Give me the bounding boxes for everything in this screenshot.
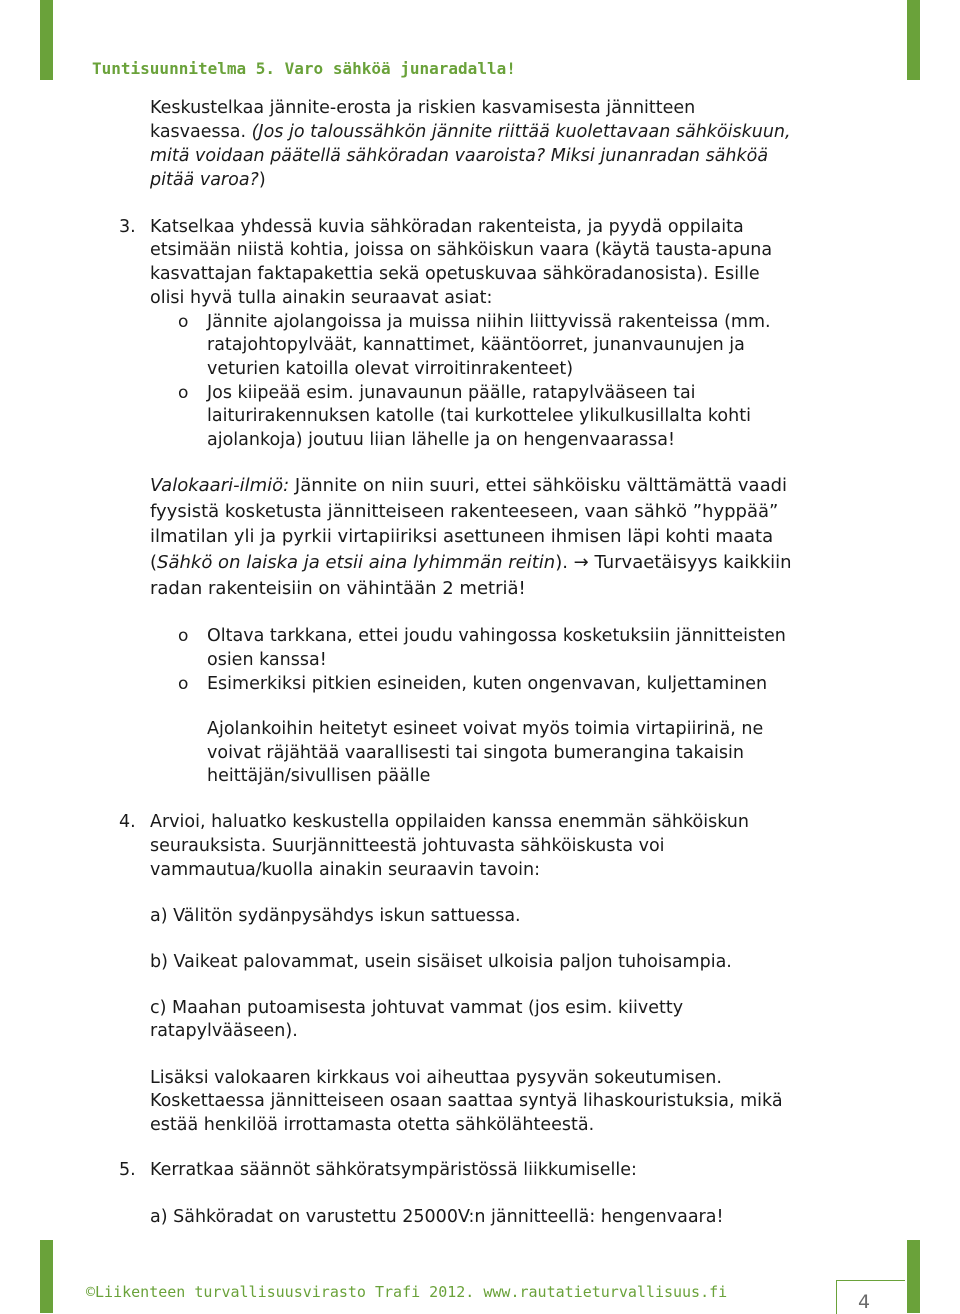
item-4-c-line-2: ratapylvääseen).: [150, 1021, 298, 1041]
item-4-number: 4.: [119, 812, 136, 832]
item-4-line-1: Arvioi, haluatko keskustella oppilaiden kanssa enemmän sähköiskun: [150, 812, 749, 832]
intro-line-2: [150, 120, 791, 144]
item-4-extra-line-3: estää henkilöä irrottamasta otetta sähkölähteestä.: [150, 1115, 595, 1135]
throw-note-line-2: voivat räjähtää vaarallisesti tai singota bumerangina takaisin: [207, 743, 744, 763]
item-3-line-4: olisi hyvä tulla ainakin seuraavat asiat:: [150, 288, 493, 308]
item-4-a: a) Välitön sydänpysähdys iskun sattuessa.: [150, 906, 521, 926]
item-3-line-2: etsimään niistä kohtia, joissa on sähköiskun vaara (käytä tausta-apuna: [150, 240, 773, 260]
item-3-line-3: kasvattajan faktapakettia sekä opetuskuvaa sähköradanosista). Esille: [150, 264, 760, 284]
arc-line-4: [150, 551, 792, 575]
arc-bullet-1-line-1: Oltava tarkkana, ettei joudu vahingossa kosketuksiin jännitteisten: [207, 626, 786, 646]
item-5-line: Kerratkaa säännöt sähköratsympäristössä liikkumiselle:: [150, 1160, 637, 1180]
bullet-2-line-2: laiturirakennuksen katolle (tai kurkottelee ylikulkusillalta kohti: [207, 406, 751, 426]
bullet-marker: o: [178, 383, 189, 403]
bullet-1-line-2: ratajohtopylväät, kannattimet, kääntöorret, junanvaunujen ja: [207, 335, 745, 355]
intro-line-2-italic: (Jos jo taloussähkön jännite riittää kuolettavaan sähköiskuun,: [251, 122, 791, 142]
bullet-2-line-1: Jos kiipeää esim. junavaunun päälle, ratapylvääseen tai: [207, 383, 696, 403]
item-5-a: a) Sähköradat on varustettu 25000V:n jännitteellä: hengenvaara!: [150, 1207, 724, 1227]
arc-term: Valokaari-ilmiö:: [150, 475, 290, 496]
intro-line-4-italic: pitää varoa?: [150, 170, 259, 190]
bullet-marker: o: [178, 312, 189, 332]
bullet-marker: o: [178, 674, 189, 694]
arc-bullet-1-line-2: osien kanssa!: [207, 650, 327, 670]
page-number: 4: [858, 1291, 871, 1313]
arc-bullet-2-line-1: Esimerkiksi pitkien esineiden, kuten ongenvavan, kuljettaminen: [207, 674, 768, 694]
intro-line-4: [150, 168, 266, 192]
bullet-1-line-1: Jännite ajolangoissa ja muissa niihin liittyvissä rakenteissa (mm.: [207, 312, 771, 332]
item-4-line-3: vammautua/kuolla ainakin seuraavin tavoin:: [150, 860, 541, 880]
item-4-b: b) Vaikeat palovammat, usein sisäiset ulkoisia paljon tuhoisampia.: [150, 952, 732, 972]
bullet-marker: o: [178, 626, 189, 646]
arc-line-4-italic: Sähkö on laiska ja etsii aina lyhimmän reitin: [157, 552, 556, 573]
arc-line-3: ilmatilan yli ja pyrkii virtapiiriksi asettuneen ihmisen läpi kohti maata: [150, 526, 774, 547]
intro-line-1: Keskustelkaa jännite-erosta ja riskien kasvamisesta jännitteen: [150, 98, 696, 118]
arc-line-4-close: ). → Turvaetäisyys kaikkiin: [555, 552, 792, 573]
arc-line-4-open: (: [150, 552, 158, 573]
item-4-extra-line-2: Koskettaessa jännitteiseen osaan saattaa syntyä lihaskouristuksia, mikä: [150, 1091, 783, 1111]
item-4-c-line-1: c) Maahan putoamisesta johtuvat vammat (jos esim. kiivetty: [150, 998, 684, 1018]
header-accent-bar-right: [907, 0, 920, 80]
intro-line-3: mitä voidaan päätellä sähköradan vaaroista? Miksi junanradan sähköä: [150, 146, 769, 166]
item-3-number: 3.: [119, 217, 136, 237]
arc-line-2: fyysistä kosketusta jännitteiseen rakenteeseen, vaan sähkö ”hyppää”: [150, 501, 779, 522]
bullet-2-line-3: ajolankoja) joutuu liian lähelle ja on hengenvaarassa!: [207, 430, 676, 450]
arc-line-1: [150, 474, 787, 498]
item-4-extra-line-1: Lisäksi valokaaren kirkkaus voi aiheuttaa pysyvän sokeutumisen.: [150, 1068, 722, 1088]
arc-line-5: radan rakenteisiin on vähintään 2 metriä!: [150, 578, 526, 599]
footer-accent-bar-left: [40, 1240, 53, 1313]
item-3-line-1: Katselkaa yhdessä kuvia sähköradan rakenteista, ja pyydä oppilaita: [150, 217, 744, 237]
header-accent-bar-left: [40, 0, 53, 80]
throw-note-line-1: Ajolankoihin heitetyt esineet voivat myös toimia virtapiirinä, ne: [207, 719, 764, 739]
footer-accent-bar-right: [907, 1240, 920, 1313]
footer-copyright: ©Liikenteen turvallisuusvirasto Trafi 2012. www.rautatieturvallisuus.fi: [86, 1283, 728, 1301]
bullet-1-line-3: veturien katoilla olevat virroitinrakenteet): [207, 359, 574, 379]
arc-line-1-rest: Jännite on niin suuri, ettei sähköisku välttämättä vaadi: [289, 475, 788, 496]
throw-note-line-3: heittäjän/sivullisen päälle: [207, 766, 431, 786]
item-4-line-2: seurauksista. Suurjännitteestä johtuvasta sähköiskusta voi: [150, 836, 665, 856]
intro-line-2-plain: kasvaessa.: [150, 122, 252, 142]
item-5-number: 5.: [119, 1160, 136, 1180]
intro-line-4-plain: ): [258, 170, 266, 190]
page-header-title: Tuntisuunnitelma 5. Varo sähköä junaradalla!: [92, 59, 516, 78]
page-number-box: [836, 1280, 905, 1314]
